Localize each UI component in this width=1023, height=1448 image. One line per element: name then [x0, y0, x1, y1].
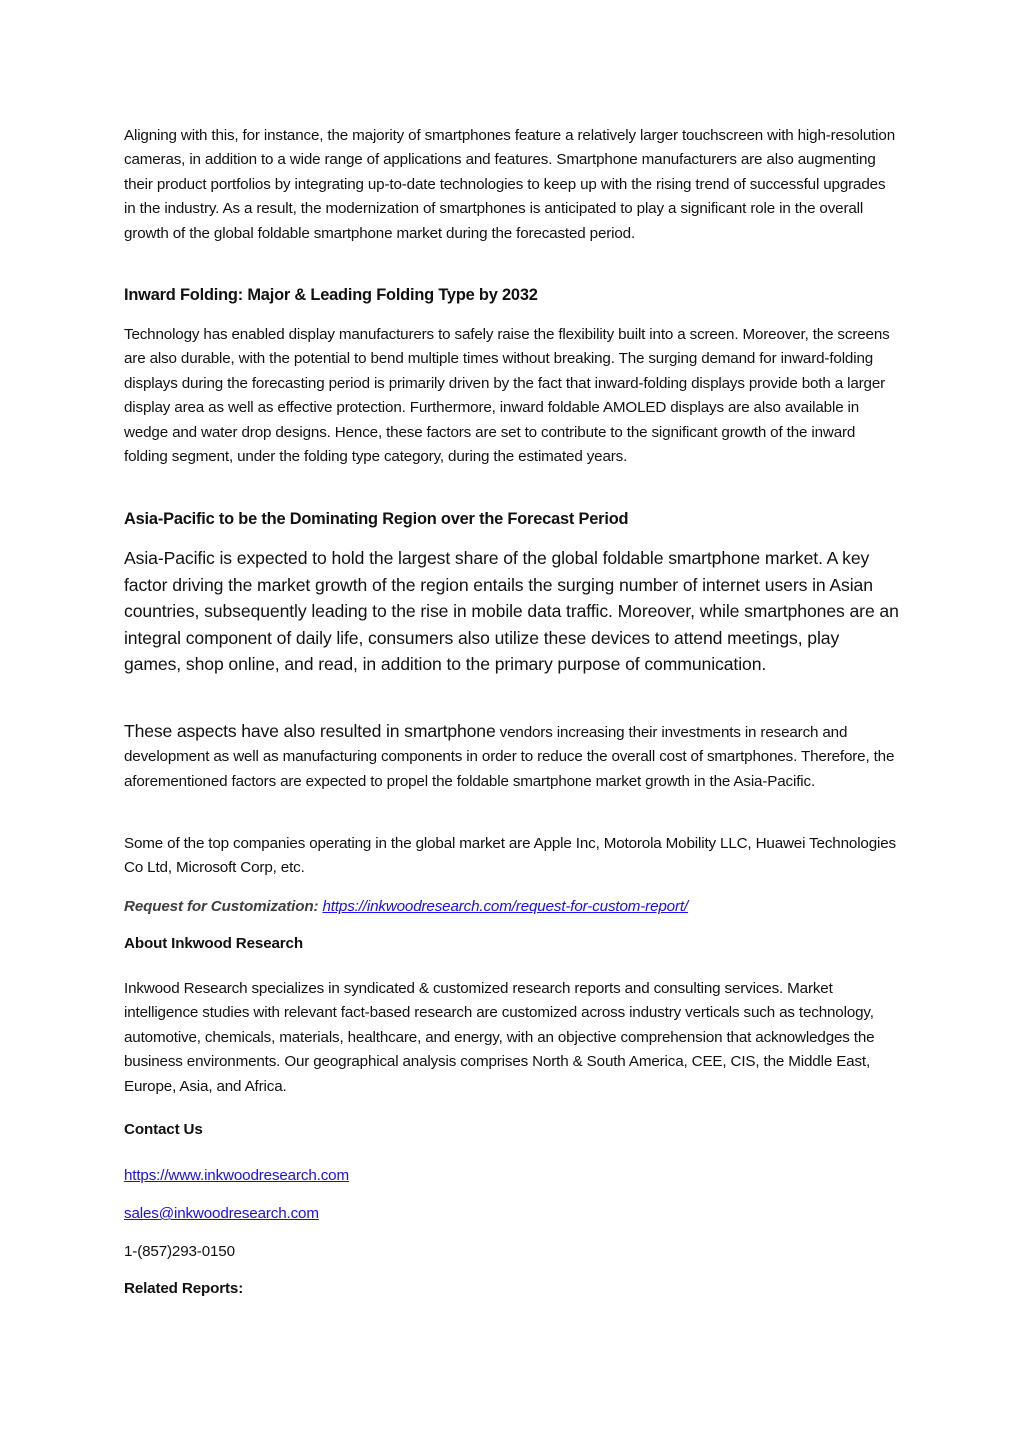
- customization-link[interactable]: https://inkwoodresearch.com/request-for-custom-report/: [322, 898, 689, 915]
- customization-label: Request for Customization:: [124, 898, 319, 915]
- asia-pacific-heading: Asia-Pacific to be the Dominating Region over the Forecast Period: [124, 510, 629, 528]
- paragraph-2-lead: These aspects have also resulted in smartphone: [124, 721, 496, 741]
- inward-folding-paragraph: Technology has enabled display manufacturers to safely raise the flexibility built into a screen. Moreover, the screens are also durable, with the potential to bend multiple times without breaking. The surging demand for inward-folding displays during the forecasting period is primarily driven by the fact that inward-folding displays provide both a larger display area as well as effective protection. Furthermore, inward foldable AMOLED displays are also available in wedge and water drop designs. Hence, these factors are set to contribute to the significant growth of the inward folding segment, under the folding type category, during the estimated years.: [124, 326, 890, 466]
- email-link[interactable]: sales@inkwoodresearch.com: [124, 1205, 319, 1222]
- about-heading: About Inkwood Research: [124, 935, 303, 952]
- contact-heading: Contact Us: [124, 1121, 203, 1138]
- asia-pacific-paragraph-1: Asia-Pacific is expected to hold the largest share of the global foldable smartphone market. A key factor driving the market growth of the region entails the surging number of internet users in Asian countries, subsequently leading to the rise in mobile data traffic. Moreover, while smartphones are an integral component of daily life, consumers also utilize these devices to attend meetings, play games, shop online, and read, in addition to the primary purpose of communication.: [124, 548, 899, 675]
- customization-line: [124, 895, 688, 919]
- contact-phone: 1-(857)293-0150: [124, 1243, 235, 1260]
- contact-email: [124, 1202, 319, 1226]
- website-link[interactable]: https://www.inkwoodresearch.com: [124, 1167, 349, 1184]
- paragraph-2-rest: vendors increasing their investments in research and development as well as manufacturing components in order to reduce the overall cost of smartphones. Therefore, the aforementioned factors are expected to propel the foldable smartphone market growth in the Asia-Pacific.: [124, 724, 895, 790]
- intro-paragraph: Aligning with this, for instance, the majority of smartphones feature a relatively larger touchscreen with high-resolution cameras, in addition to a wide range of applications and features. Smartphone manufacturers are also augmenting their product portfolios by integrating up-to-date technologies to keep up with the rising trend of successful upgrades in the industry. As a result, the modernization of smartphones is anticipated to play a significant role in the overall growth of the global foldable smartphone market during the forecasted period.: [124, 127, 895, 242]
- related-reports-heading: Related Reports:: [124, 1280, 244, 1297]
- asia-pacific-paragraph-2: [124, 719, 899, 794]
- about-paragraph: Inkwood Research specializes in syndicated & customized research reports and consulting services. Market intelligence studies with relevant fact-based research are customized across industry verticals such as technology, automotive, chemicals, materials, healthcare, and energy, with an objective comprehension that acknowledges the business environments. Our geographical analysis comprises North & South America, CEE, CIS, the Middle East, Europe, Asia, and Africa.: [124, 980, 875, 1095]
- contact-website: [124, 1164, 349, 1188]
- top-companies-paragraph: Some of the top companies operating in the global market are Apple Inc, Motorola Mobility LLC, Huawei Technologies Co Ltd, Microsoft Corp, etc.: [124, 835, 896, 877]
- inward-folding-heading: Inward Folding: Major & Leading Folding Type by 2032: [124, 286, 538, 304]
